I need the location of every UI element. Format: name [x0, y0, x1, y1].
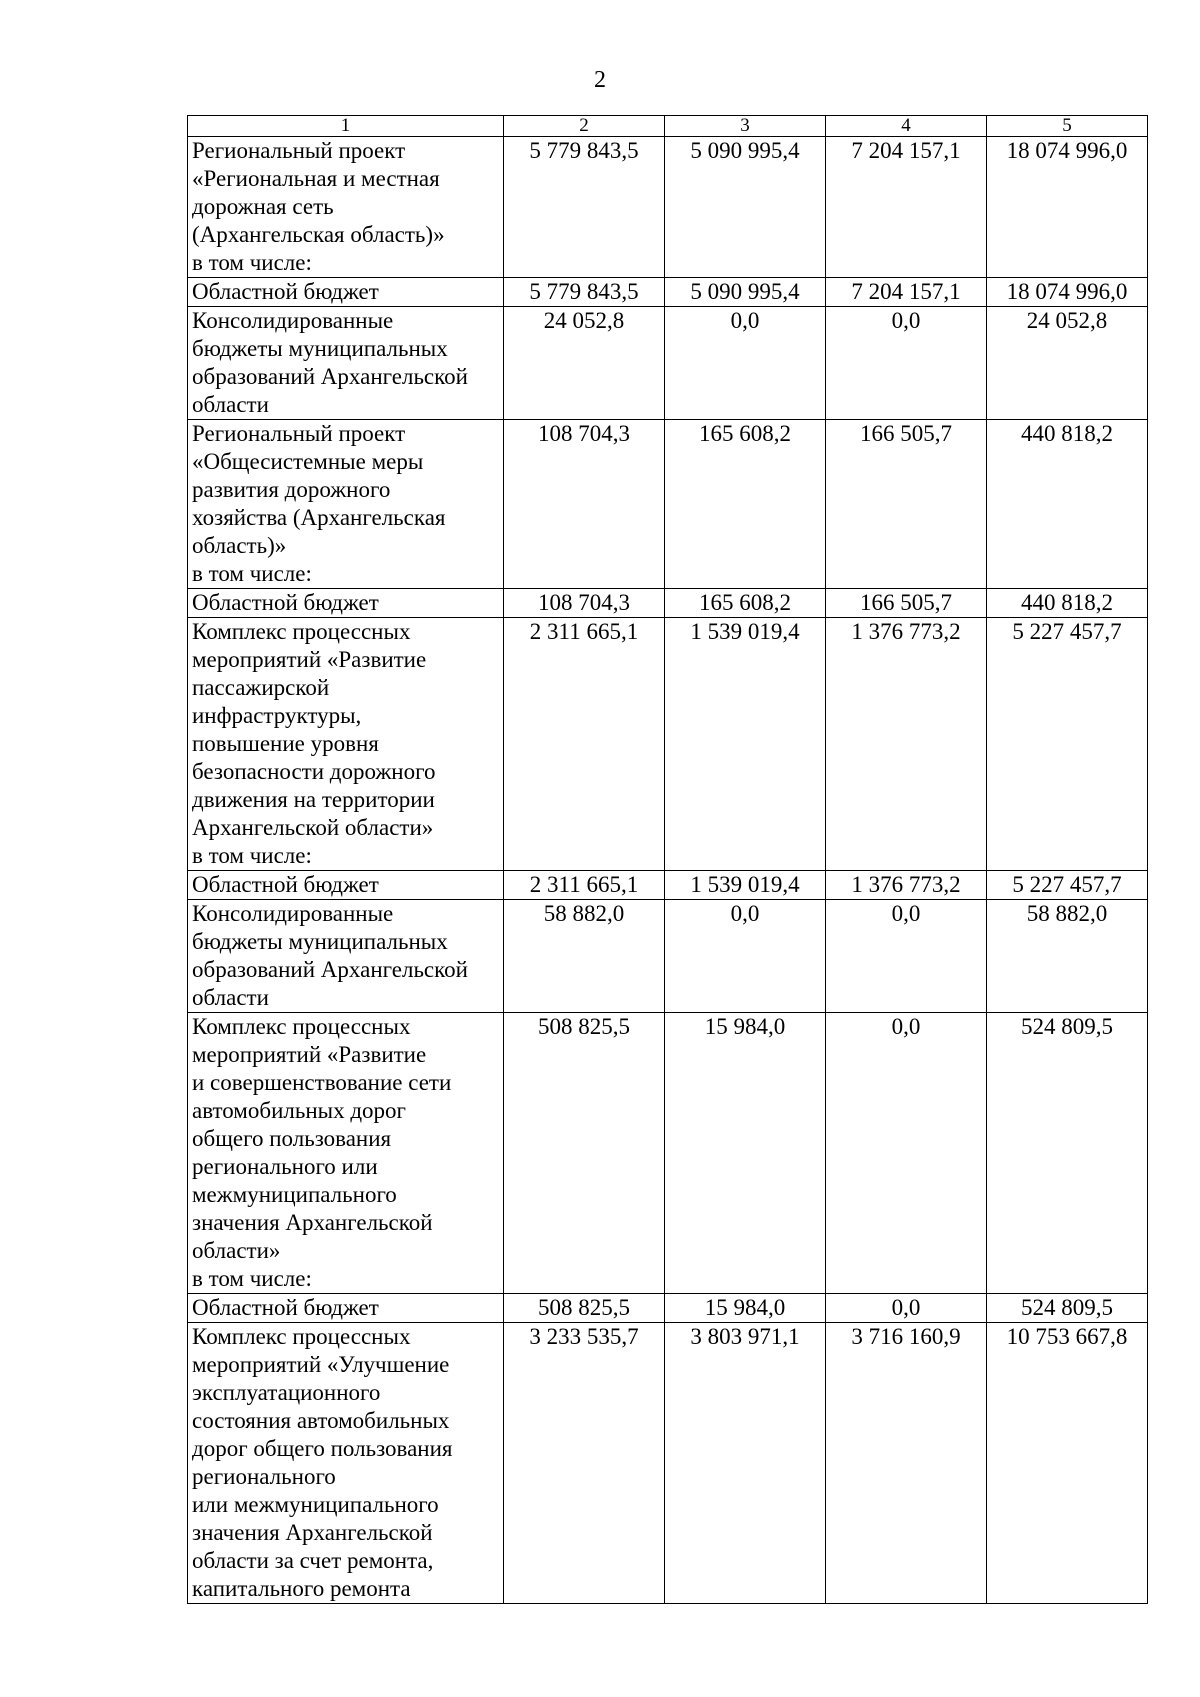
- row-name-cell: Комплекс процессных мероприятий «Улучшение эксплуатационного состояния автомобильных дорог общего пользования регионального или межмуниципального значения Архангельской области за счет ремонта, капитального ремонта: [188, 1323, 504, 1604]
- column-header-1: 1: [188, 116, 504, 137]
- value-col-2-cell: 5 779 843,5: [504, 137, 665, 278]
- value-col-4-cell: 0,0: [826, 900, 987, 1013]
- table-row: [188, 137, 1148, 278]
- value-col-4-cell: 166 505,7: [826, 589, 987, 618]
- value-col-3-cell: 1 539 019,4: [665, 871, 826, 900]
- row-name-cell: Областной бюджет: [188, 1294, 504, 1323]
- value-col-3-cell: 165 608,2: [665, 420, 826, 589]
- column-header-5: 5: [987, 116, 1148, 137]
- row-name-cell: Консолидированные бюджеты муниципальных образований Архангельской области: [188, 900, 504, 1013]
- value-col-3-cell: 0,0: [665, 900, 826, 1013]
- row-name-cell: Региональный проект «Общесистемные меры развития дорожного хозяйства (Архангельская область)» в том числе:: [188, 420, 504, 589]
- row-name-cell: Консолидированные бюджеты муниципальных образований Архангельской области: [188, 307, 504, 420]
- table-row: [188, 618, 1148, 871]
- value-col-2-cell: 2 311 665,1: [504, 618, 665, 871]
- value-col-4-cell: 166 505,7: [826, 420, 987, 589]
- column-header-2: 2: [504, 116, 665, 137]
- value-col-2-cell: 5 779 843,5: [504, 278, 665, 307]
- value-col-3-cell: 3 803 971,1: [665, 1323, 826, 1604]
- value-col-2-cell: 3 233 535,7: [504, 1323, 665, 1604]
- value-col-5-cell: 24 052,8: [987, 307, 1148, 420]
- value-col-5-cell: 18 074 996,0: [987, 137, 1148, 278]
- row-name-cell: Областной бюджет: [188, 589, 504, 618]
- value-col-4-cell: 0,0: [826, 1294, 987, 1323]
- value-col-4-cell: 1 376 773,2: [826, 871, 987, 900]
- value-col-4-cell: 3 716 160,9: [826, 1323, 987, 1604]
- value-col-5-cell: 10 753 667,8: [987, 1323, 1148, 1604]
- table-row: [188, 420, 1148, 589]
- table-body: [188, 137, 1148, 1604]
- value-col-3-cell: 15 984,0: [665, 1294, 826, 1323]
- row-name-cell: Комплекс процессных мероприятий «Развитие и совершенствование сети автомобильных дорог общего пользования регионального или межмуниципального значения Архангельской области» в том числе:: [188, 1013, 504, 1294]
- row-name-cell: Областной бюджет: [188, 278, 504, 307]
- row-name-cell: Областной бюджет: [188, 871, 504, 900]
- table-row: [188, 278, 1148, 307]
- value-col-5-cell: 524 809,5: [987, 1013, 1148, 1294]
- value-col-2-cell: 58 882,0: [504, 900, 665, 1013]
- value-col-3-cell: 0,0: [665, 307, 826, 420]
- value-col-4-cell: 7 204 157,1: [826, 137, 987, 278]
- value-col-2-cell: 508 825,5: [504, 1013, 665, 1294]
- value-col-4-cell: 7 204 157,1: [826, 278, 987, 307]
- value-col-5-cell: 440 818,2: [987, 589, 1148, 618]
- value-col-3-cell: 5 090 995,4: [665, 137, 826, 278]
- table-row: [188, 1013, 1148, 1294]
- value-col-3-cell: 165 608,2: [665, 589, 826, 618]
- row-name-cell: Комплекс процессных мероприятий «Развитие пассажирской инфраструктуры, повышение уровня безопасности дорожного движения на территории Архангельской области» в том числе:: [188, 618, 504, 871]
- value-col-3-cell: 5 090 995,4: [665, 278, 826, 307]
- value-col-3-cell: 15 984,0: [665, 1013, 826, 1294]
- row-name-cell: Региональный проект «Региональная и местная дорожная сеть (Архангельская область)» в том числе:: [188, 137, 504, 278]
- value-col-4-cell: 1 376 773,2: [826, 618, 987, 871]
- value-col-5-cell: 5 227 457,7: [987, 618, 1148, 871]
- column-header-4: 4: [826, 116, 987, 137]
- table-row: [188, 1323, 1148, 1604]
- value-col-5-cell: 58 882,0: [987, 900, 1148, 1013]
- table-row: [188, 1294, 1148, 1323]
- value-col-2-cell: 108 704,3: [504, 589, 665, 618]
- budget-table: [187, 115, 1148, 1604]
- value-col-3-cell: 1 539 019,4: [665, 618, 826, 871]
- value-col-2-cell: 24 052,8: [504, 307, 665, 420]
- value-col-5-cell: 524 809,5: [987, 1294, 1148, 1323]
- value-col-4-cell: 0,0: [826, 307, 987, 420]
- table-row: [188, 307, 1148, 420]
- page-number: 2: [594, 67, 606, 93]
- value-col-5-cell: 5 227 457,7: [987, 871, 1148, 900]
- table-row: [188, 900, 1148, 1013]
- value-col-5-cell: 440 818,2: [987, 420, 1148, 589]
- value-col-2-cell: 108 704,3: [504, 420, 665, 589]
- table-header-row: [188, 116, 1148, 137]
- value-col-2-cell: 2 311 665,1: [504, 871, 665, 900]
- table-row: [188, 589, 1148, 618]
- value-col-5-cell: 18 074 996,0: [987, 278, 1148, 307]
- column-header-3: 3: [665, 116, 826, 137]
- value-col-4-cell: 0,0: [826, 1013, 987, 1294]
- value-col-2-cell: 508 825,5: [504, 1294, 665, 1323]
- table-row: [188, 871, 1148, 900]
